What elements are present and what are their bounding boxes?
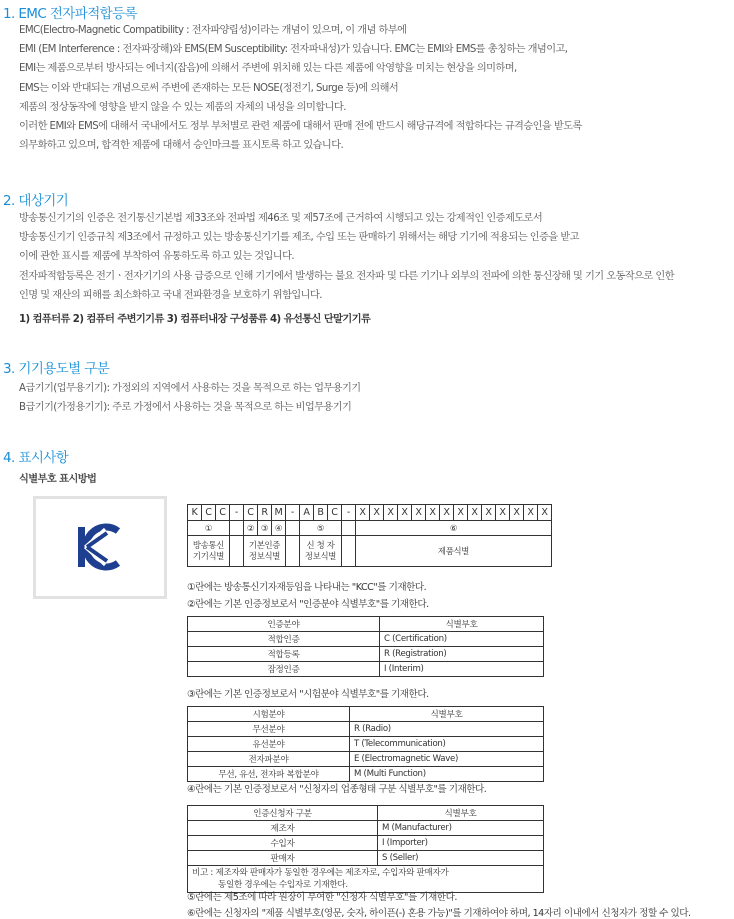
code-num-5: ⑤: [300, 521, 342, 536]
code-character: X: [482, 505, 496, 521]
code-dash-cell: [286, 521, 300, 536]
code-character: R: [258, 505, 272, 521]
section-4-subheading: 식별부호 표시방법: [19, 474, 97, 485]
note-1: ①란에는 방송통신기자재등임을 나타내는 "KCC"를 기재한다.: [187, 582, 427, 593]
note-6: ⑥란에는 신청자의 "제품 식별부호(영문, 숫자, 하이픈(-) 혼용 가능)"를 기재하여야 하며, 14자리 이내에서 신청자가 정할 수 있다.: [187, 908, 691, 919]
code-label-4: 제품식별: [356, 536, 552, 567]
table3-cell: M (Manufacturer): [378, 821, 544, 836]
code-dash-cell: [230, 536, 244, 567]
table2-header-field: 시험분야: [188, 707, 350, 722]
code-character: X: [454, 505, 468, 521]
code-character: X: [384, 505, 398, 521]
section-2-heading: 2. 대상기기: [3, 193, 69, 209]
kc-logo-box: [33, 496, 167, 599]
section-2-line: 방송통신기기의 인증은 전기통신기본법 제33조와 전파법 제46조 및 제57조에 근거하여 시행되고 있는 강제적인 인증제도로서: [19, 213, 543, 224]
section-3-heading: 3. 기기용도별 구분: [3, 361, 110, 377]
table1-cell: 적합인증: [188, 632, 380, 647]
note-2: ②란에는 기본 인증정보로서 "인증분야 식별부호"를 기재한다.: [187, 599, 429, 610]
section-1-line: EMS는 이와 반대되는 개념으로써 주변에 존재하는 모든 NOSE(정전기, Surge 등)에 의해서: [19, 82, 399, 94]
table-row: [188, 662, 544, 677]
certification-type-table: [187, 616, 544, 677]
table2-cell: T (Telecommunication): [350, 737, 544, 752]
section-1-line: EMC(Electro-Magnetic Compatibility : 전자파양립성)이라는 개념이 있으며, 이 개념 하부에: [19, 25, 407, 36]
table2-cell: R (Radio): [350, 722, 544, 737]
table3-cell: 수입자: [188, 836, 378, 851]
code-character: X: [412, 505, 426, 521]
note-3: ③란에는 기본 인증정보로서 "시험분야 식별부호"를 기재한다.: [187, 689, 429, 700]
section-1-body: [19, 21, 582, 155]
section-1-line: 이러한 EMI와 EMS에 대해서 국내에서도 정부 부처별로 관련 제품에 대해서 판매 전에 반드시 해당규격에 적합하다는 규격승인을 받도록: [19, 121, 582, 133]
code-character: X: [440, 505, 454, 521]
table3-remark-line: 동일한 경우에는 수입자로 기재한다.: [218, 880, 348, 890]
table2-cell: 무선, 유선, 전자파 복합분야: [188, 767, 350, 782]
table-row: [188, 821, 544, 836]
section-2-body: [19, 209, 674, 305]
table3-cell: 제조자: [188, 821, 378, 836]
section-2-line: 인명 및 재산의 피해를 최소화하고 국내 전파환경을 보호하기 위함입니다.: [19, 289, 322, 301]
section-2-line: 전자파적합등록은 전기ㆍ전자기기의 사용 급증으로 인해 기기에서 발생하는 불요 전자파 및 다른 기기나 외부의 전파에 의한 통신장해 및 기기 오동작으로 인한: [19, 270, 674, 282]
code-separator: -: [342, 505, 356, 521]
section-1-line: 의무화하고 있으며, 합격한 제품에 대해서 승인마크를 표시토록 하고 있습니다.: [19, 140, 344, 152]
table3-header-field: 인증신청자 구분: [188, 806, 378, 821]
table1-header-field: 인증분야: [188, 617, 380, 632]
table-row: [188, 632, 544, 647]
kc-mark-logo: [74, 521, 128, 575]
table3-cell: 판매자: [188, 851, 378, 866]
code-character: X: [538, 505, 552, 521]
table2-cell: 무선분야: [188, 722, 350, 737]
table2-cell: 전자파분야: [188, 752, 350, 767]
section-1-heading: 1. EMC 전자파적합등록: [3, 6, 137, 22]
code-number-row: [188, 521, 552, 536]
code-character: A: [300, 505, 314, 521]
code-character: X: [524, 505, 538, 521]
table2-header-code: 식별부호: [350, 707, 544, 722]
code-character: X: [468, 505, 482, 521]
table-row: [188, 737, 544, 752]
code-label-row: [188, 536, 552, 567]
code-character: C: [244, 505, 258, 521]
table1-cell: R (Registration): [380, 647, 544, 662]
table3-header-code: 식별부호: [378, 806, 544, 821]
table1-cell: 적합등록: [188, 647, 380, 662]
table-row: [188, 767, 544, 782]
code-character: K: [188, 505, 202, 521]
code-label-3: 신 청 자 정보식별: [300, 536, 342, 567]
code-character: X: [356, 505, 370, 521]
table-row: [188, 752, 544, 767]
table-row: [188, 836, 544, 851]
table1-cell: C (Certification): [380, 632, 544, 647]
code-num-6: ⑥: [356, 521, 552, 536]
note-5: ⑤란에는 제5조에 따라 원장이 부여한 "신청자 식별부호"를 기재한다.: [187, 892, 457, 903]
applicant-type-table: [187, 805, 544, 893]
section-1-line: EMI (EM Interference : 전자파장해)와 EMS(EM Susceptibility: 전자파내성)가 있습니다. EMC는 EMI와 EMS를 총칭하는 개념이고,: [19, 44, 568, 56]
code-character: C: [202, 505, 216, 521]
test-field-table: [187, 706, 544, 782]
code-num-2: ②: [244, 521, 258, 536]
code-character: C: [216, 505, 230, 521]
code-dash-cell: [230, 521, 244, 536]
section-1-line: 제품의 정상동작에 영향을 받지 않을 수 있는 제품의 자체의 내성을 의미합니다.: [19, 101, 346, 113]
table2-cell: E (Electromagnetic Wave): [350, 752, 544, 767]
section-1-line: EMI는 제품으로부터 방사되는 에너지(잡음)에 의해서 주변에 위치해 있는 다른 제품에 악영향을 미치는 현상을 의미하며,: [19, 63, 517, 75]
table2-cell: M (Multi Function): [350, 767, 544, 782]
device-categories: 1) 컴퓨터류 2) 컴퓨터 주변기기류 3) 컴퓨터내장 구성품류 4) 유선통신 단말기기류: [19, 314, 371, 325]
note-4: ④란에는 기본 인증정보로서 "신청자의 업종형태 구분 식별부호"를 기재한다.: [187, 784, 487, 795]
section-3-line: A급기기(업무용기기): 가정외의 지역에서 사용하는 것을 목적으로 하는 업무용기기: [19, 383, 361, 394]
code-num-1: ①: [188, 521, 230, 536]
table2-cell: 유선분야: [188, 737, 350, 752]
table3-cell: S (Seller): [378, 851, 544, 866]
code-separator: -: [286, 505, 300, 521]
code-dash-cell: [286, 536, 300, 567]
section-4-heading: 4. 표시사항: [3, 450, 69, 466]
code-label-2: 기본인증 정보식별: [244, 536, 286, 567]
code-character: X: [370, 505, 384, 521]
section-3-body: [19, 379, 361, 417]
code-num-3: ③: [258, 521, 272, 536]
code-character: X: [510, 505, 524, 521]
table-row: [188, 722, 544, 737]
table1-cell: I (Interim): [380, 662, 544, 677]
code-row: [188, 505, 552, 521]
code-character: B: [314, 505, 328, 521]
code-character: M: [272, 505, 286, 521]
code-character: X: [398, 505, 412, 521]
section-2-line: 방송통신기기 인증규칙 제3조에서 규정하고 있는 방송통신기기를 제조, 수입 또는 판매하기 위해서는 해당 기기에 적용되는 인증을 받고: [19, 232, 579, 244]
code-character: C: [328, 505, 342, 521]
code-character: X: [426, 505, 440, 521]
code-label-1: 방송통신 기기식별: [188, 536, 230, 567]
table-row: [188, 851, 544, 866]
table1-header-code: 식별부호: [380, 617, 544, 632]
code-dash-cell: [342, 521, 356, 536]
identification-code-table: [187, 504, 552, 567]
code-num-4: ④: [272, 521, 286, 536]
section-3-line: B급기기(가정용기기): 주로 가정에서 사용하는 것을 목적으로 하는 비업무용기기: [19, 402, 352, 414]
section-2-line: 이에 관한 표시를 제품에 부착하여 유통하도록 하고 있는 것입니다.: [19, 251, 295, 263]
code-dash-cell: [342, 536, 356, 567]
code-character: X: [496, 505, 510, 521]
table3-remark-line: 비고 : 제조자와 판매자가 동일한 경우에는 제조자로, 수입자와 판매자가: [192, 868, 449, 878]
table1-cell: 잠정인증: [188, 662, 380, 677]
code-separator: -: [230, 505, 244, 521]
table-row: [188, 647, 544, 662]
table3-cell: I (Importer): [378, 836, 544, 851]
